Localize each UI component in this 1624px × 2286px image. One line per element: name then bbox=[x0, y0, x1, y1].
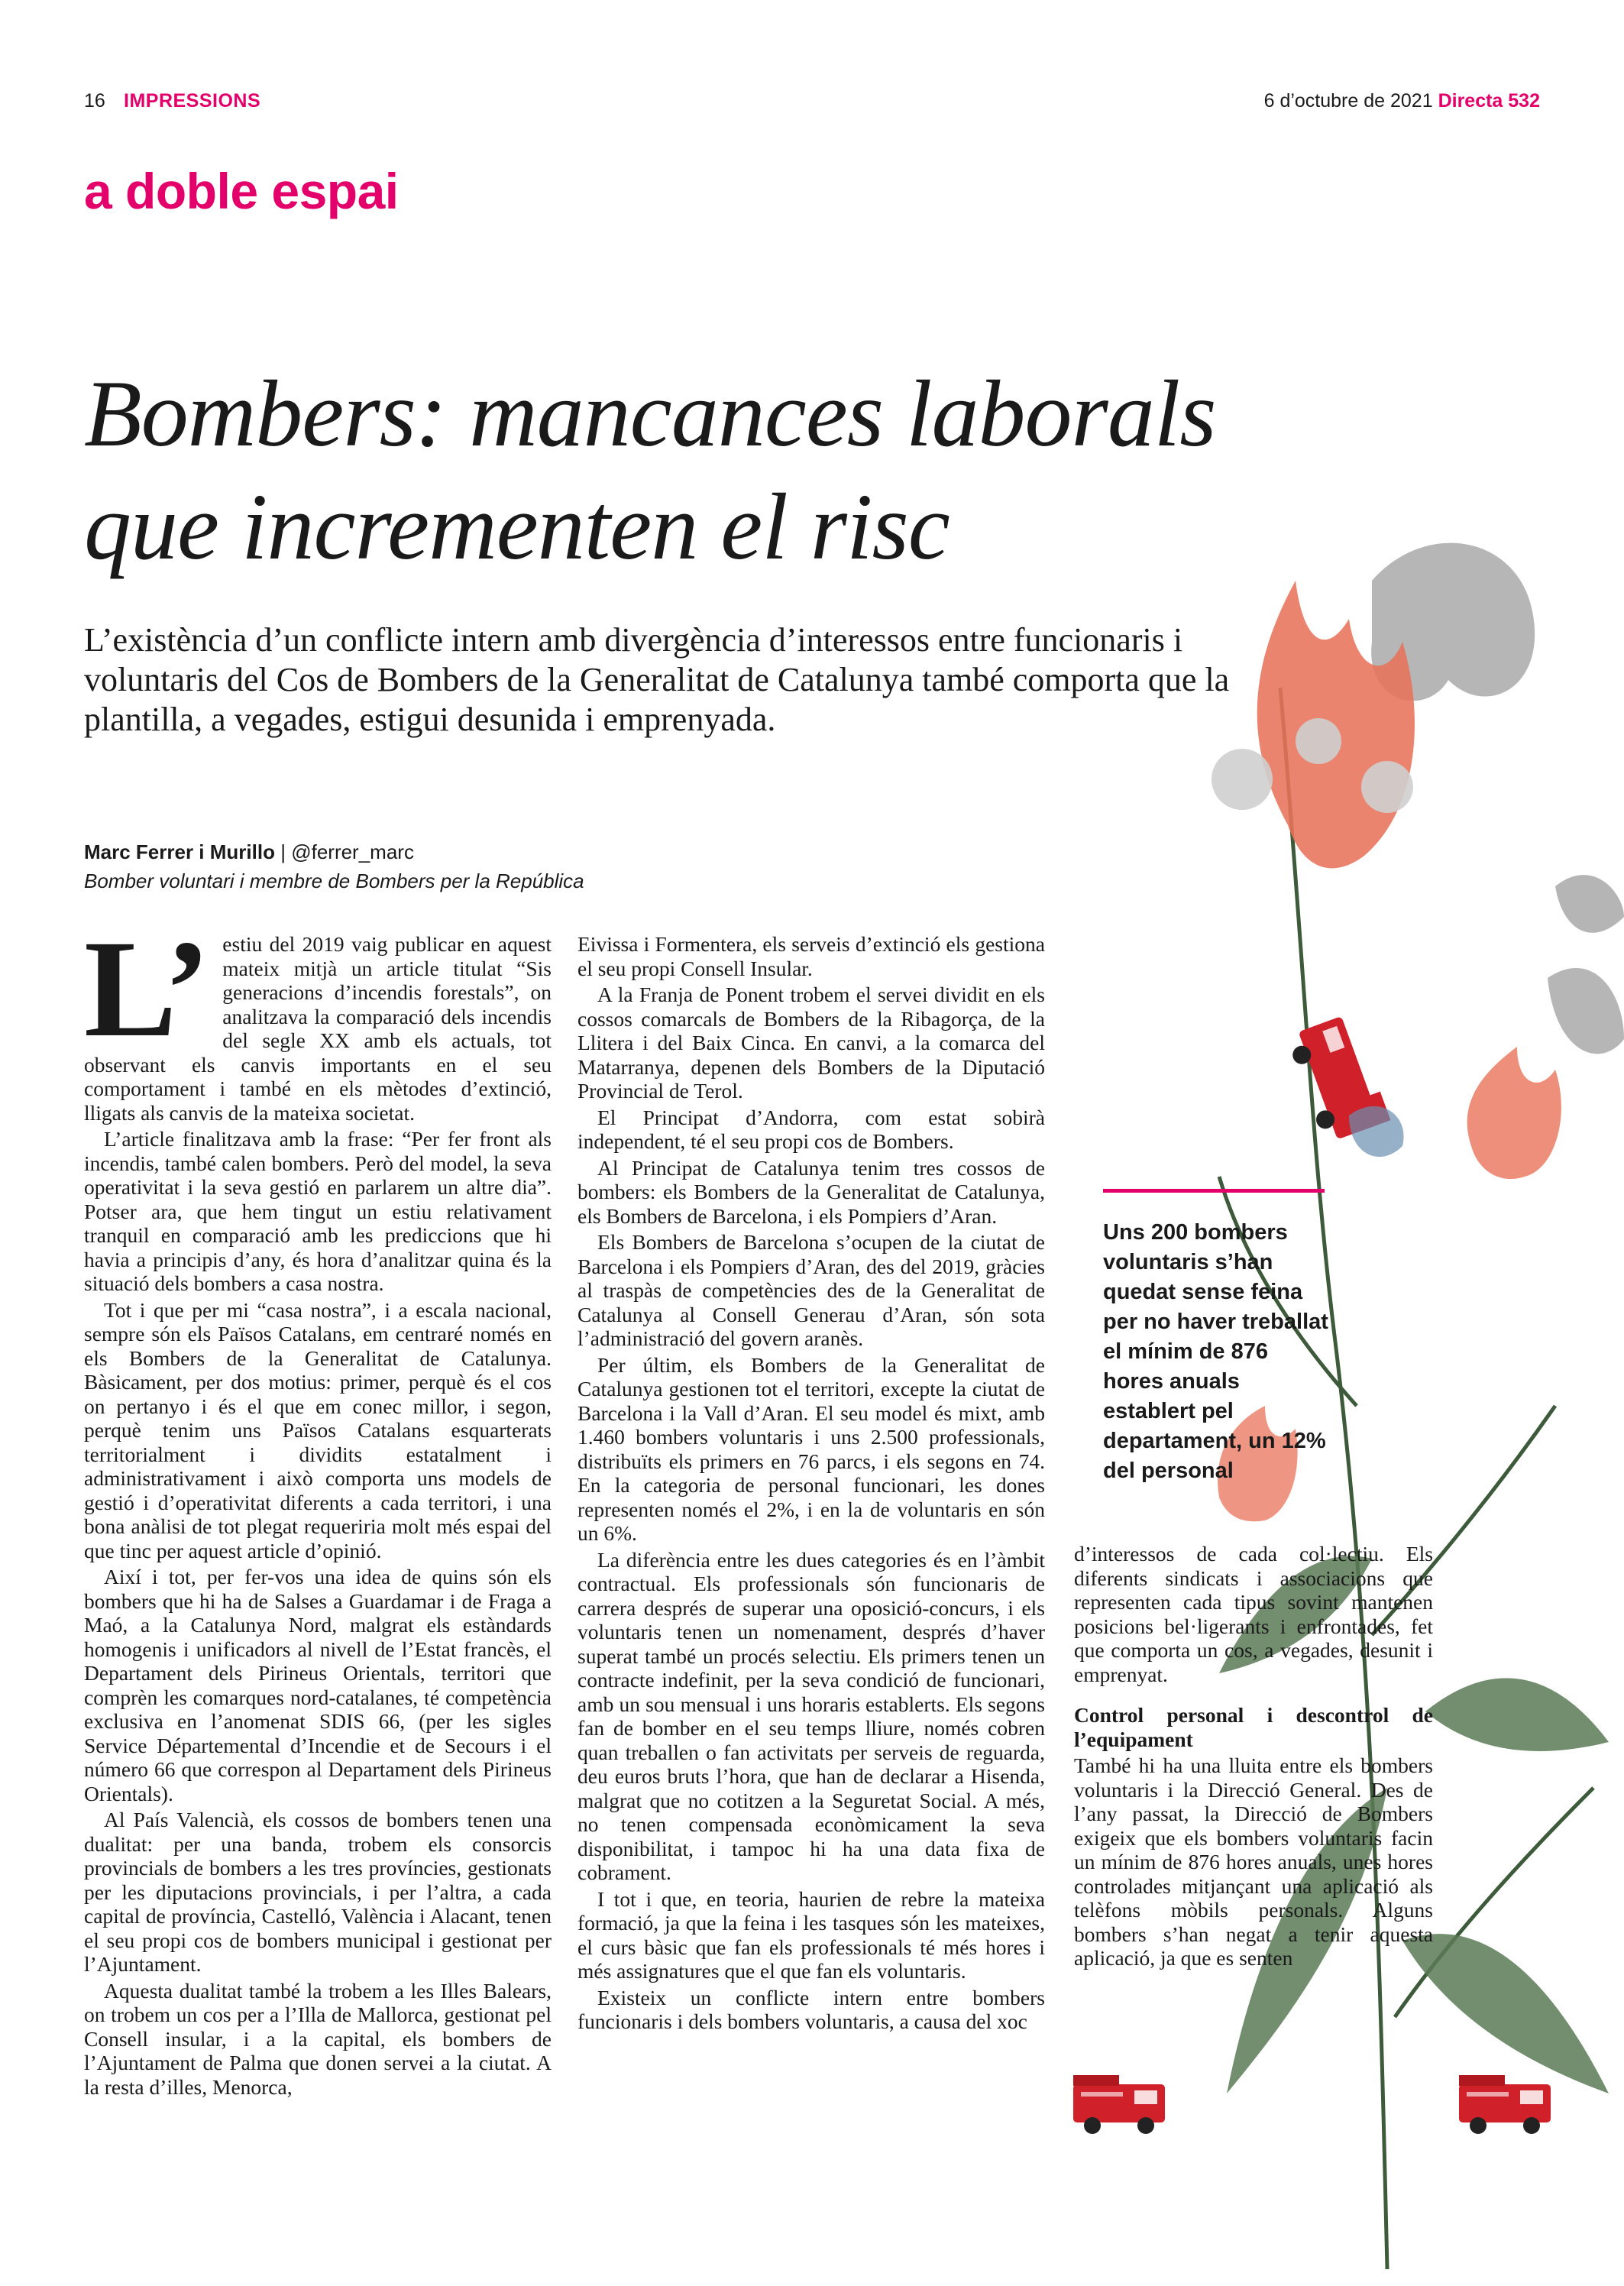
author-handle: @ferrer_marc bbox=[291, 840, 414, 863]
article-column-3 bbox=[1074, 1542, 1433, 1973]
pull-quote-rule bbox=[1103, 1189, 1325, 1193]
article-column-1 bbox=[84, 912, 552, 2101]
headline-line-1: Bombers: mancances laborals bbox=[84, 361, 1216, 466]
paragraph: Els Bombers de Barcelona s’ocupen de la ciutat de Barcelona i els Pompiers d’Aran, des del 2019, gràcies al traspàs de competències des de la Generalitat de Catalunya al Consell Generau d’Aran, són sota l’administració del govern aranès. bbox=[577, 1230, 1045, 1350]
paragraph: La diferència entre les dues categories és en l’àmbit contractual. Els professionals són funcionaris de carrera després de superar una oposició-concurs, i els voluntaris tenen un nomenament, després d’haver superat també un procés selectiu. Els primers tenen un contracte indefinit, per la seva condició de funcionari, amb un sou mensual i uns horaris establerts. Els segons fan de bomber en el seu temps lliure, només cobren quan treballen o fan activitats per serveis de reguarda, deu euros bruts l’hora, que han de declarar a Hisenda, malgrat que no cotitzen a la Seguretat Social. A més, no tenen compensada econòmicament la seva disponibilitat, i tampoc hi ha una data fixa de cobrament. bbox=[577, 1547, 1045, 1884]
paragraph: Així i tot, per fer-vos una idea de quins són els bombers que hi ha de Salses a Guardamar i de Fraga a Maó, a la Catalunya Nord, malgrat els estàndards homogenis i unificadors al nivell de l’Estat francès, el Departament dels Pirineus Orientals, territori que comprèn les comarques nord-catalanes, té competència exclusiva en l’anomenat SDIS 66, (per les sigles Service Départemental d’Incendie et de Secours i el número 66 que correspon al Departament dels Pirineus Orientals). bbox=[84, 1565, 552, 1805]
subheading: Control personal i descontrol de l’equipament bbox=[1074, 1703, 1433, 1751]
lead-paragraph: L’existència d’un conflicte intern amb divergència d’interessos entre funcionaris i voluntaris del Cos de Bombers de la Generalitat de Catalunya també comporta que la plantilla, a vegades, estigui desunida i emprenyada. bbox=[84, 621, 1230, 738]
paragraph: El Principat d’Andorra, com estat sobirà independent, té el seu propi cos de Bombers. bbox=[577, 1105, 1045, 1153]
paragraph: Eivissa i Formentera, els serveis d’extinció els gestiona el seu propi Consell Insular. bbox=[577, 932, 1045, 980]
paragraph: L’article finalitzava amb la frase: “Per fer front als incendis, també calen bombers. Però del model, la seva operativitat i la seva gestió en parlarem un altre dia”. Potser ara, que hem tingut un estiu relativament tranquil en comparació amb les prediccions que hi havia a principis d’any, és hora d’analitzar quina és la situació dels bombers a casa nostra. bbox=[84, 1127, 552, 1295]
paragraph: I tot i que, en teoria, haurien de rebre la mateixa formació, ja que la feina i les tasques són les mateixes, el curs bàsic que fan els professionals té més hores i més assignatures que el que fan els voluntaris. bbox=[577, 1886, 1045, 1983]
paragraph: L’ estiu del 2019 vaig publicar en aquest mateix mitjà un article titulat “Sis generacions d’incendis forestals”, on analitzava la comparació dels incendis del segle XX amb els actuals, tot observant els canvis importants en el seu comportament i també en els mètodes d’extinció, lligats als canvis de la mateixa societat. bbox=[84, 912, 552, 1125]
paragraph: Tot i que per mi “casa nostra”, i a escala nacional, sempre són els Països Catalans, em centraré només en els Bombers de la Generalitat de Catalunya. Bàsicament, per dos motius: primer, perquè és el cos on pertanyo i és el que em conec millor, i segon, perquè tenim uns Països Catalans esquarterats territorialment i dividits estatalment i administrativament i això comporta uns models de gestió i d’operativitat diferents a cada territori, i una bona anàlisi de tot plegat requeriria molt més espai del que tinc per aquest article d’opinió. bbox=[84, 1297, 552, 1562]
issue-date: 6 d’octubre de 2021 bbox=[1263, 90, 1433, 112]
byline-separator: | bbox=[280, 840, 286, 863]
headline bbox=[84, 358, 1276, 584]
fire-truck-icon bbox=[1455, 2069, 1554, 2138]
paragraph: Existeix un conflicte intern entre bombers funcionaris i dels bombers voluntaris, a causa del xoc bbox=[577, 1985, 1045, 2033]
section-label: IMPRESSIONS bbox=[124, 90, 261, 112]
paragraph: Per últim, els Bombers de la Generalitat de Catalunya gestionen tot el territori, excepte la ciutat de Barcelona i la Vall d’Aran. El seu model és mixt, amb 1.460 bombers voluntaris i uns 2.500 professionals, distribuïts els primers en 76 parcs, i els segons en 74. En la categoria de personal funcionari, les dones representen només el 2%, i en la de voluntaris en són un 6%. bbox=[577, 1352, 1045, 1545]
pull-quote: Uns 200 bombers voluntaris s’han quedat sense feina per no haver treballat el mínim de 876 hores anuals establert pel departament, un 12% del personal bbox=[1103, 1220, 1328, 1483]
drop-cap: L’ bbox=[84, 912, 211, 1066]
author-role: Bomber voluntari i membre de Bombers per la República bbox=[84, 869, 584, 892]
paragraph: d’interessos de cada col·lectiu. Els diferents sindicats i associacions que representen cada tipus sovint mantenen posicions bel·ligerants i enfrontades, fet que comporta un cos, a vegades, desunit i emprenyat. bbox=[1074, 1542, 1433, 1686]
kicker: a doble espai bbox=[84, 163, 399, 219]
fire-truck-icon bbox=[1069, 2069, 1169, 2138]
paragraph: Aquesta dualitat també la trobem a les Illes Balears, on trobem un cos per a l’Illa de Mallorca, gestionat pel Consell insular, i a la capital, els bombers de l’Ajuntament de Palma que donen servei a la ciutat. A la resta d’illes, Menorca, bbox=[84, 1978, 552, 2099]
issue-info bbox=[1264, 90, 1540, 112]
paragraph: Al Principat de Catalunya tenim tres cossos de bombers: els Bombers de la Generalitat de Catalunya, els Bombers de Barcelona, i els Pompiers d’Aran. bbox=[577, 1155, 1045, 1228]
paragraph: També hi ha una lluita entre els bombers voluntaris i la Direcció General. Des de l’any passat, la Direcció de Bombers exigeix que els bombers voluntaris facin un mínim de 876 hores anuals, unes hores controlades mitjançant una aplicació als telèfons mòbils personals. Alguns bombers s’han negat a tenir aquesta aplicació, ja que es senten bbox=[1074, 1753, 1433, 1970]
author-name: Marc Ferrer i Murillo bbox=[84, 840, 275, 863]
byline bbox=[84, 837, 584, 895]
paragraph: Al País Valencià, els cossos de bombers tenen una dualitat: per una banda, trobem els consorcis provincials de bombers a les tres províncies, gestionats per les diputacions provincials, i per l’altra, a cada capital de província, Castelló, València i Alacant, tenen el seu propi cos de bombers municipal i gestionat per l’Ajuntament. bbox=[84, 1808, 552, 1976]
article-column-2 bbox=[577, 932, 1045, 2036]
page-number: 16 bbox=[84, 90, 105, 112]
issue-name: Directa 532 bbox=[1438, 90, 1540, 112]
paragraph: A la Franja de Ponent trobem el servei dividit en els cossos comarcals de Bombers de la Ribagorça, de la Llitera i del Baix Cinca. En canvi, a la comarca del Matarranya, depenen dels Bombers de la Diputació Provincial de Terol. bbox=[577, 983, 1045, 1103]
headline-line-2: que incrementen el risc bbox=[84, 474, 949, 579]
